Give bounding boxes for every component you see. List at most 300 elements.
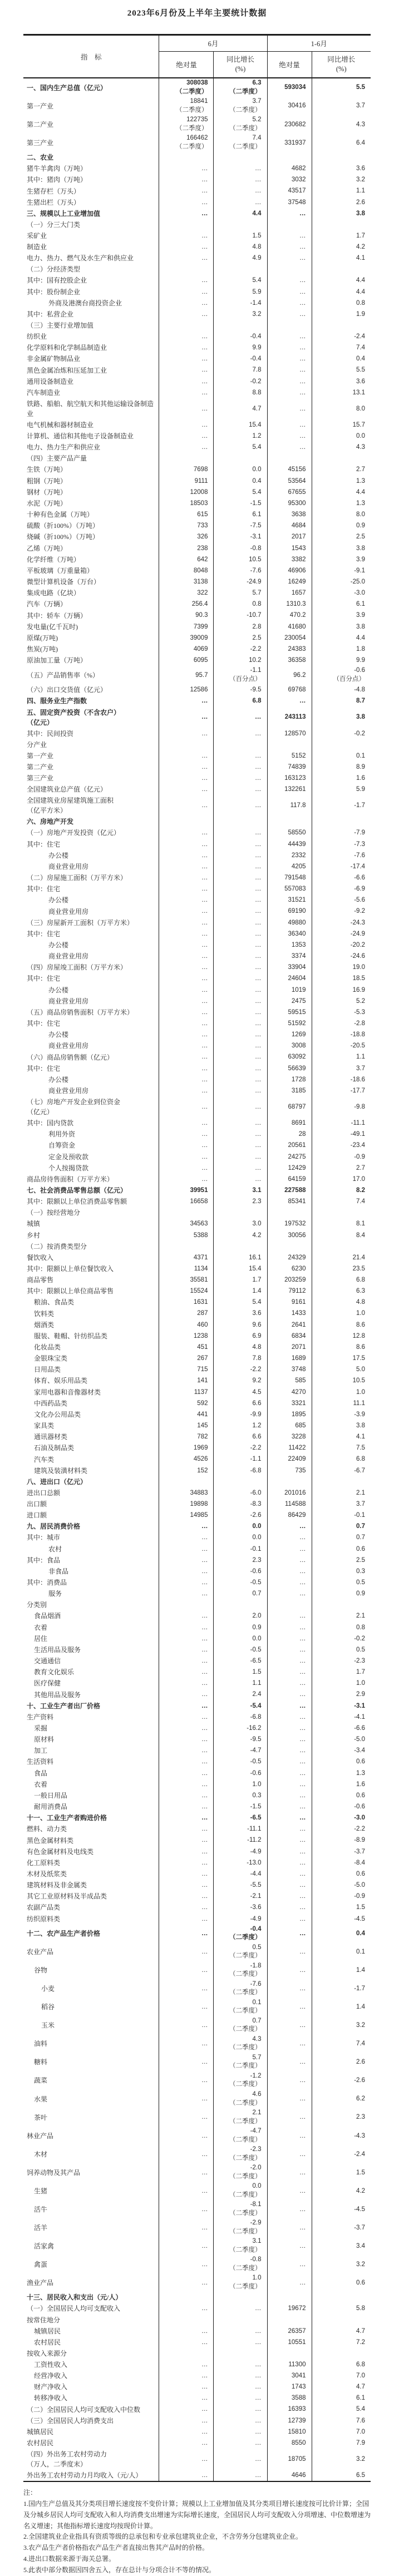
- indicator-label: [23, 839, 159, 850]
- june-yoy-cell: -5.4: [214, 1700, 267, 1712]
- june-absolute-cell: [159, 320, 214, 331]
- june-yoy-cell: -1.4: [214, 298, 267, 309]
- table-row: [23, 695, 371, 706]
- half-absolute-cell: …: [267, 364, 312, 375]
- indicator-label: [23, 419, 159, 431]
- half-absolute-cell: 86429: [267, 1510, 312, 1521]
- half-yoy-cell: -2.6: [312, 2071, 371, 2090]
- june-yoy-cell: …: [214, 762, 267, 773]
- june-yoy-cell: -4.7: [214, 1745, 267, 1756]
- june-yoy-cell: -0.6: [214, 1768, 267, 1779]
- indicator-label-line: 建筑材料及非金属类: [26, 1881, 87, 1890]
- half-absolute-cell: 227588: [267, 1185, 312, 1196]
- indicator-label: [23, 1063, 159, 1074]
- half-absolute-cell: …: [267, 2237, 312, 2255]
- table-row: [23, 320, 371, 331]
- half-absolute-cell: …: [267, 1998, 312, 2016]
- indicator-label: [23, 1588, 159, 1599]
- table-row: [23, 1622, 371, 1633]
- june-yoy-cell: 3.0: [214, 1218, 267, 1229]
- june-absolute-cell: …: [159, 1801, 214, 1812]
- indicator-label-line: 谷物: [33, 1966, 47, 1975]
- cell-value: 2.1: [252, 2109, 262, 2117]
- table-row: [23, 1151, 371, 1163]
- half-yoy-cell: 1.1: [312, 185, 371, 196]
- indicator-label: [23, 331, 159, 342]
- indicator-label-line: 饲养动物及其产品: [26, 2168, 80, 2177]
- indicator-label-line: 四、服务业生产指数: [26, 697, 87, 705]
- indicator-label-line: 商业营业用房: [48, 1087, 88, 1095]
- table-row: [23, 2303, 371, 2314]
- indicator-label-line: 其中：住宅: [26, 975, 60, 983]
- june-absolute-cell: …: [159, 1588, 214, 1599]
- indicator-label-line: 居住: [33, 1634, 47, 1643]
- table-row: [23, 2163, 371, 2182]
- indicator-label-line: 家具类: [33, 1422, 54, 1430]
- june-yoy-cell: 1.4: [214, 1285, 267, 1297]
- june-yoy-cell: 6.1: [214, 509, 267, 520]
- june-yoy-cell: …: [214, 985, 267, 996]
- table-row: [23, 442, 371, 453]
- half-yoy-cell: [312, 1241, 371, 1252]
- indicator-label: [23, 2182, 159, 2200]
- table-row: [23, 1689, 371, 1700]
- june-absolute-cell: …: [159, 2145, 214, 2163]
- indicator-label: [23, 1364, 159, 1375]
- june-yoy-cell: 3.1: [214, 1185, 267, 1196]
- indicator-label: [23, 816, 159, 827]
- indicator-label: [23, 587, 159, 599]
- indicator-label: [23, 543, 159, 554]
- indicator-label-line: 生猪出栏（万头）: [26, 198, 80, 206]
- table-row: [23, 872, 371, 883]
- half-yoy-cell: 0.0: [312, 431, 371, 442]
- june-absolute-cell: …: [159, 827, 214, 838]
- june-yoy-cell: …: [214, 906, 267, 917]
- indicator-label: [23, 2326, 159, 2337]
- table-row: [23, 1487, 371, 1499]
- indicator-label-line: 生活用品及服务: [33, 1645, 81, 1654]
- cell-qualifier: （二季度）: [229, 2026, 262, 2033]
- june-absolute-cell: 1631: [159, 1297, 214, 1308]
- indicator-label-line: 化妆品类: [33, 1343, 61, 1351]
- indicator-label-line: 其中：住宅: [26, 929, 60, 938]
- cell-qualifier: （二季度）: [229, 2264, 262, 2272]
- table-row: [23, 1925, 371, 1943]
- indicator-label-line: 茶叶: [33, 2113, 47, 2122]
- june-absolute-cell: …: [159, 906, 214, 917]
- table-row: [23, 1980, 371, 1998]
- half-absolute-cell: …: [267, 208, 312, 219]
- half-absolute-cell: 24604: [267, 973, 312, 984]
- half-absolute-cell: 5152: [267, 750, 312, 762]
- indicator-label: [23, 2145, 159, 2163]
- indicator-label: [23, 996, 159, 1007]
- june-yoy-cell: …: [214, 1040, 267, 1051]
- june-yoy-cell: 15.4: [214, 1263, 267, 1274]
- indicator-label-line: 九、居民消费价格: [26, 1522, 80, 1531]
- table-row: [23, 1387, 371, 1398]
- june-yoy-cell: …: [214, 174, 267, 185]
- half-yoy-cell: 3.4: [312, 2237, 371, 2255]
- half-yoy-cell: -6.7: [312, 1465, 371, 1476]
- cell-qualifier: （百分点）: [333, 675, 366, 683]
- june-absolute-cell: [159, 1241, 214, 1252]
- half-yoy-cell: -0.1: [312, 1510, 371, 1521]
- indicator-label-line: 其中：限额以上单位商品零售: [26, 1287, 114, 1296]
- indicator-label: [23, 487, 159, 498]
- indicator-label-line: 商业营业用房: [48, 952, 88, 961]
- indicator-label-line: （一）全国居民人均可支配收入: [26, 2305, 120, 2313]
- june-absolute-cell: …: [159, 1689, 214, 1700]
- june-absolute-cell: …: [159, 1902, 214, 1913]
- half-yoy-cell: 6.2: [312, 2090, 371, 2108]
- june-yoy-cell: [214, 2090, 267, 2108]
- cell-value: 5.2: [252, 116, 262, 123]
- half-absolute-cell: 331937: [267, 134, 312, 152]
- half-yoy-cell: 4.4: [312, 275, 371, 286]
- half-absolute-cell: 3041: [267, 2370, 312, 2381]
- indicator-label-line: 制造业: [26, 243, 47, 251]
- june-absolute-cell: 1969: [159, 1442, 214, 1453]
- half-yoy-cell: 0.1: [312, 750, 371, 762]
- indicator-label-line: 发电量(亿千瓦时): [26, 622, 78, 631]
- june-yoy-cell: [214, 152, 267, 163]
- half-absolute-cell: 1543: [267, 543, 312, 554]
- june-absolute-cell: …: [159, 940, 214, 951]
- indicator-label-line: 第三产业: [26, 774, 53, 783]
- half-absolute-cell: 4684: [267, 520, 312, 531]
- table-row: [23, 264, 371, 275]
- indicator-label-line: 十三、居民收入和支出（元/人）: [26, 2293, 122, 2302]
- june-absolute-cell: 1134: [159, 1263, 214, 1274]
- half-absolute-cell: …: [267, 1823, 312, 1835]
- june-absolute-cell: …: [159, 707, 214, 728]
- table-row: [23, 839, 371, 850]
- june-yoy-cell: -6.0: [214, 1487, 267, 1499]
- indicator-label: [23, 115, 159, 134]
- table-row: [23, 2437, 371, 2449]
- june-yoy-cell: 4.8: [214, 241, 267, 253]
- table-row: [23, 498, 371, 509]
- half-absolute-cell: …: [267, 1566, 312, 1577]
- indicator-label: [23, 476, 159, 487]
- table-row: [23, 1521, 371, 1532]
- half-yoy-cell: [312, 1599, 371, 1610]
- table-row: [23, 1790, 371, 1801]
- half-yoy-cell: 21.4: [312, 1252, 371, 1263]
- half-absolute-cell: 8550: [267, 2437, 312, 2449]
- table-row: [23, 1196, 371, 1207]
- indicator-label-line: 分产业: [26, 740, 47, 749]
- table-row: [23, 707, 371, 728]
- indicator-label: [23, 1925, 159, 1943]
- table-row: [23, 1779, 371, 1790]
- table-row: [23, 2392, 371, 2404]
- indicator-label: [23, 1263, 159, 1274]
- indicator-label: [23, 2255, 159, 2273]
- indicator-label: [23, 795, 159, 816]
- table-row: [23, 1768, 371, 1779]
- half-yoy-cell: 3.9: [312, 610, 371, 621]
- indicator-label: [23, 1700, 159, 1712]
- indicator-label: [23, 1476, 159, 1487]
- indicator-label-line: 化学原料和化学制品制造业: [26, 344, 107, 352]
- indicator-label-line: 非金属矿物制品业: [26, 355, 80, 363]
- half-absolute-cell: 3748: [267, 1364, 312, 1375]
- june-absolute-cell: …: [159, 208, 214, 219]
- june-yoy-cell: 5.4: [214, 275, 267, 286]
- half-yoy-cell: 23.5: [312, 1263, 371, 1274]
- indicator-label: [23, 599, 159, 610]
- indicator-label-line: 六、房地产开发: [26, 818, 73, 826]
- half-yoy-cell: 7.4: [312, 342, 371, 353]
- half-yoy-cell: -24.3: [312, 917, 371, 928]
- indicator-label-line: 采矿业: [26, 231, 47, 240]
- half-yoy-cell: 1.9: [312, 309, 371, 320]
- indicator-label-line: 办公楼: [48, 1031, 68, 1039]
- indicator-label: [23, 219, 159, 230]
- half-absolute-cell: …: [267, 1667, 312, 1678]
- cell-qualifier: （二季度）: [175, 125, 208, 132]
- half-yoy-cell: 8.6: [312, 1342, 371, 1353]
- indicator-label: [23, 2200, 159, 2218]
- indicator-label-line: （万人，二季度末）: [26, 2460, 87, 2469]
- cell-qualifier: （二季度）: [229, 143, 262, 150]
- cell-value: -0.4: [250, 1925, 262, 1932]
- june-yoy-cell: …: [214, 2326, 267, 2337]
- half-yoy-cell: 9.9: [312, 655, 371, 666]
- june-yoy-cell: …: [214, 2449, 267, 2470]
- june-absolute-cell: 18503: [159, 498, 214, 509]
- indicator-label-line: 生猪: [33, 2187, 47, 2195]
- half-yoy-cell: 3.8: [312, 208, 371, 219]
- table-row: [23, 1655, 371, 1667]
- half-yoy-cell: -2.3: [312, 1655, 371, 1667]
- indicator-label: [23, 1823, 159, 1835]
- half-yoy-cell: [312, 2315, 371, 2326]
- half-yoy-cell: -0.9: [312, 1151, 371, 1163]
- table-row: [23, 2035, 371, 2053]
- indicator-label: [23, 655, 159, 666]
- indicator-label-line: 木材及纸浆类: [26, 1870, 67, 1878]
- indicator-label: [23, 1768, 159, 1779]
- half-absolute-cell: 230054: [267, 632, 312, 644]
- june-yoy-cell: 1.0: [214, 1779, 267, 1790]
- indicator-label: [23, 1667, 159, 1678]
- half-yoy-cell: 5.8: [312, 2303, 371, 2314]
- table-row: [23, 185, 371, 196]
- indicator-label: [23, 1185, 159, 1196]
- half-yoy-cell: 7.4: [312, 2035, 371, 2053]
- june-absolute-cell: …: [159, 275, 214, 286]
- half-yoy-cell: 1.3: [312, 498, 371, 509]
- table-row: [23, 431, 371, 442]
- indicator-label: [23, 2426, 159, 2437]
- june-absolute-cell: …: [159, 2449, 214, 2470]
- indicator-label-line: 木材: [33, 2150, 47, 2158]
- cell-qualifier: （二季度）: [229, 2154, 262, 2162]
- june-yoy-cell: 0.0: [214, 1532, 267, 1543]
- indicator-label-line: （六）商品房销售额（亿元）: [26, 1053, 114, 1061]
- june-absolute-cell: 152: [159, 1465, 214, 1476]
- half-absolute-cell: …: [267, 286, 312, 298]
- half-yoy-cell: 3.8: [312, 543, 371, 554]
- cell-qualifier: （二季度）: [229, 2063, 262, 2070]
- indicator-label-line: 水果: [33, 2095, 47, 2103]
- june-yoy-cell: -9.5: [214, 1734, 267, 1745]
- half-yoy-cell: [312, 1476, 371, 1487]
- indicator-label: [23, 1577, 159, 1588]
- june-absolute-cell: …: [159, 309, 214, 320]
- june-absolute-cell: [159, 1207, 214, 1218]
- table-row: [23, 2359, 371, 2370]
- table-row: [23, 230, 371, 241]
- indicator-label-line: 铁路、船舶、航空航天和其他运输设备制造: [26, 399, 154, 408]
- half-absolute-cell: 128570: [267, 728, 312, 739]
- indicator-label: [23, 275, 159, 286]
- half-absolute-cell: 4205: [267, 861, 312, 872]
- indicator-label-line: 计算机、通信和其他电子设备制造业: [26, 432, 134, 441]
- june-absolute-cell: …: [159, 1040, 214, 1051]
- indicator-label-line: （二）按消费类型分: [26, 1242, 87, 1250]
- table-row: [23, 985, 371, 996]
- half-absolute-cell: …: [267, 376, 312, 387]
- half-yoy-cell: 5.5: [312, 364, 371, 375]
- june-absolute-cell: …: [159, 1007, 214, 1018]
- indicator-label-line: 办公楼: [48, 896, 68, 904]
- half-absolute-cell: …: [267, 1622, 312, 1633]
- june-absolute-cell: 322: [159, 587, 214, 599]
- half-absolute-cell: 3374: [267, 951, 312, 962]
- indicator-label: [23, 1040, 159, 1051]
- half-yoy-cell: 1.6: [312, 773, 371, 784]
- indicator-label: [23, 1096, 159, 1118]
- indicator-label-line: 通讯器材类: [33, 1433, 67, 1441]
- indicator-label: [23, 2348, 159, 2359]
- june-absolute-cell: [159, 97, 214, 115]
- table-row: [23, 1566, 371, 1577]
- table-row: [23, 1610, 371, 1621]
- half-yoy-cell: 2.1: [312, 1487, 371, 1499]
- cell-qualifier: （二季度）: [229, 106, 262, 113]
- indicator-label: [23, 2381, 159, 2392]
- table-row: [23, 2071, 371, 2090]
- indicator-label-line: 烟酒类: [33, 1321, 54, 1329]
- table-row: [23, 1588, 371, 1599]
- cell-value: -8.1: [250, 2201, 262, 2208]
- june-yoy-cell: [214, 2127, 267, 2145]
- indicator-label: [23, 1555, 159, 1566]
- indicator-label: [23, 739, 159, 750]
- indicator-label: [23, 208, 159, 219]
- indicator-label: [23, 531, 159, 542]
- june-absolute-cell: 715: [159, 1364, 214, 1375]
- table-row: [23, 1285, 371, 1297]
- indicator-label-line: 其中：猪肉（万吨）: [26, 176, 87, 184]
- half-absolute-cell: …: [267, 253, 312, 264]
- indicator-label: [23, 928, 159, 940]
- half-yoy-cell: 0.3: [312, 1566, 371, 1577]
- half-yoy-cell: 6.3: [312, 1285, 371, 1297]
- table-row: [23, 996, 371, 1007]
- half-absolute-cell: 3382: [267, 554, 312, 565]
- table-row: [23, 1118, 371, 1129]
- indicator-label-line: 通用设备制造业: [26, 377, 73, 385]
- indicator-label-line: 其中：食品: [26, 1556, 60, 1564]
- june-yoy-cell: 6.9: [214, 1331, 267, 1342]
- cell-value: 308038: [186, 80, 208, 86]
- june-absolute-cell: …: [159, 2273, 214, 2292]
- indicator-label: [23, 2315, 159, 2326]
- indicator-label-line: 其中：住宅: [26, 1020, 60, 1028]
- table-row: [23, 2415, 371, 2426]
- indicator-label: [23, 1118, 159, 1129]
- indicator-label-line: 出口额: [26, 1500, 47, 1509]
- june-absolute-cell: …: [159, 1029, 214, 1040]
- half-absolute-cell: 33904: [267, 962, 312, 973]
- june-yoy-cell: 7.8: [214, 1353, 267, 1364]
- half-absolute-cell: …: [267, 419, 312, 431]
- indicator-label: [23, 576, 159, 587]
- june-yoy-cell: [214, 1998, 267, 2016]
- june-yoy-cell: 0.0: [214, 464, 267, 475]
- half-absolute-cell: 58550: [267, 827, 312, 838]
- june-yoy-cell: …: [214, 850, 267, 861]
- table-row: [23, 962, 371, 973]
- june-absolute-cell: …: [159, 1555, 214, 1566]
- june-yoy-cell: 2.0: [214, 1610, 267, 1621]
- table-row: [23, 917, 371, 928]
- table-row: [23, 850, 371, 861]
- indicator-label-line: 第二产业: [26, 763, 53, 771]
- june-yoy-cell: -5.5: [214, 1880, 267, 1891]
- half-absolute-cell: 1728: [267, 1074, 312, 1085]
- june-yoy-cell: …: [214, 1096, 267, 1118]
- june-yoy-cell: …: [214, 951, 267, 962]
- june-yoy-cell: …: [214, 827, 267, 838]
- table-row: [23, 134, 371, 152]
- indicator-label: [23, 1689, 159, 1700]
- column-header-indicator: 指 标: [23, 35, 159, 78]
- table-row: [23, 487, 371, 498]
- indicator-label-line: 服装、鞋帽、针纺织品类: [33, 1332, 107, 1340]
- table-row: [23, 1163, 371, 1174]
- indicator-label-line: 汽车类: [33, 1455, 54, 1463]
- table-row: [23, 1756, 371, 1767]
- indicator-label: [23, 286, 159, 298]
- indicator-label: [23, 1163, 159, 1174]
- june-yoy-cell: [214, 2315, 267, 2326]
- half-absolute-cell: 6230: [267, 1263, 312, 1274]
- half-yoy-cell: -3.7: [312, 1846, 371, 1857]
- june-yoy-cell: …: [214, 928, 267, 940]
- half-yoy-cell: -3.0: [312, 587, 371, 599]
- indicator-label: [23, 309, 159, 320]
- indicator-label: [23, 1297, 159, 1308]
- table-row: [23, 2404, 371, 2415]
- half-absolute-cell: 36358: [267, 655, 312, 666]
- indicator-label-line: 经营净收入: [33, 2372, 67, 2380]
- indicator-label: [23, 2273, 159, 2292]
- june-yoy-cell: [214, 2255, 267, 2273]
- half-yoy-cell: 11.1: [312, 1398, 371, 1409]
- june-absolute-cell: [159, 264, 214, 275]
- indicator-label: [23, 762, 159, 773]
- indicator-label: [23, 773, 159, 784]
- june-absolute-cell: …: [159, 1943, 214, 1961]
- note-item: 1.国内生产总值及其分类项目增长速度按不变价计算；规模以上工业增加值及其分类项目增长速度按可比价计算；全国及分城乡居民人均可支配收入和人均消费支出增速为实际增长速度，全国居民人均可支配收入分项增速、中位数增速为名义增速；其他指标增长速度均按现价计算。: [23, 2500, 371, 2530]
